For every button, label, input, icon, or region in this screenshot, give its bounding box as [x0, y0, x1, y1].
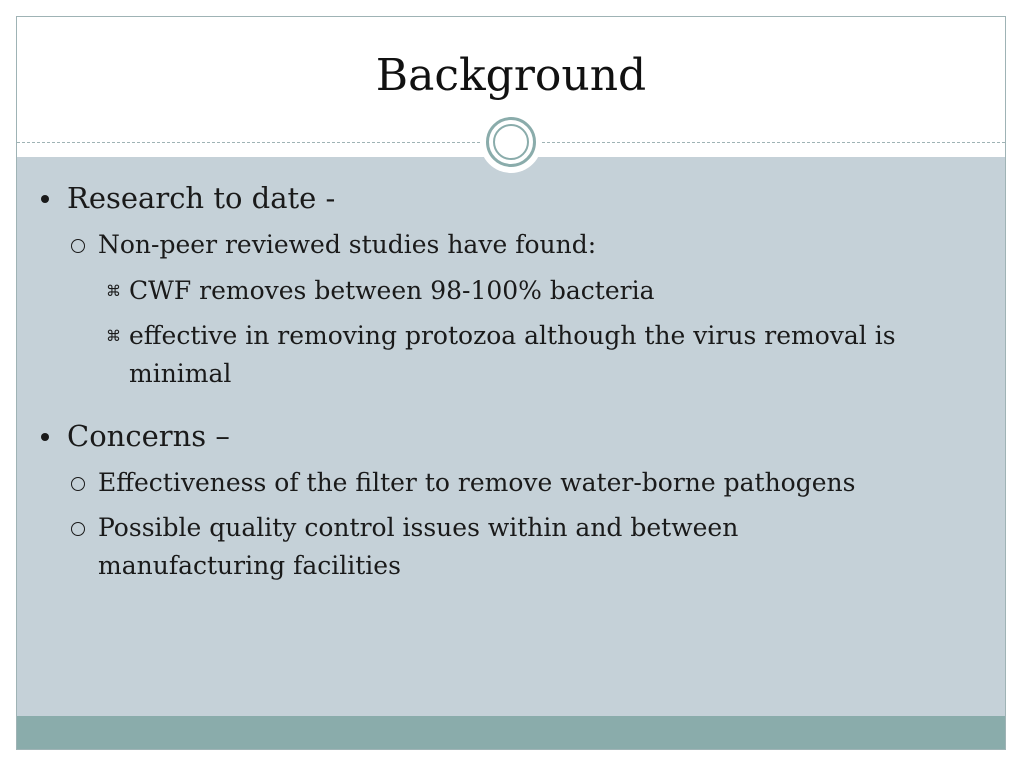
- sub-bullet-text: Non-peer reviewed studies have found:: [98, 230, 597, 259]
- sub-bullet-text: Possible quality control issues within and between manufacturing facilities: [98, 513, 739, 580]
- sub-bullet-text: Effectiveness of the filter to remove water-borne pathogens: [98, 468, 856, 497]
- slide-title: Background: [375, 50, 647, 101]
- circle-inner-ring: [493, 124, 529, 160]
- sub-sub-bullet-text: CWF removes between 98-100% bacteria: [129, 276, 655, 305]
- footer-bar: [17, 716, 1005, 750]
- bullet-text: Research to date -: [67, 181, 336, 215]
- circle-outer-ring: [486, 117, 536, 167]
- four-point-star-bullet-icon: ⌘: [106, 327, 121, 345]
- bullet-text: Concerns –: [67, 419, 230, 453]
- content-area: [17, 157, 1005, 716]
- hollow-circle-bullet-icon: [71, 239, 85, 253]
- slide: [16, 16, 1006, 750]
- filled-dot-bullet-icon: [41, 433, 49, 441]
- hollow-circle-bullet-icon: [71, 477, 85, 491]
- four-point-star-bullet-icon: ⌘: [106, 282, 121, 300]
- hollow-circle-bullet-icon: [71, 522, 85, 536]
- double-circle-icon: [480, 111, 542, 173]
- sub-sub-bullet-text: effective in removing protozoa although the virus removal is minimal: [129, 321, 896, 388]
- filled-dot-bullet-icon: [41, 195, 49, 203]
